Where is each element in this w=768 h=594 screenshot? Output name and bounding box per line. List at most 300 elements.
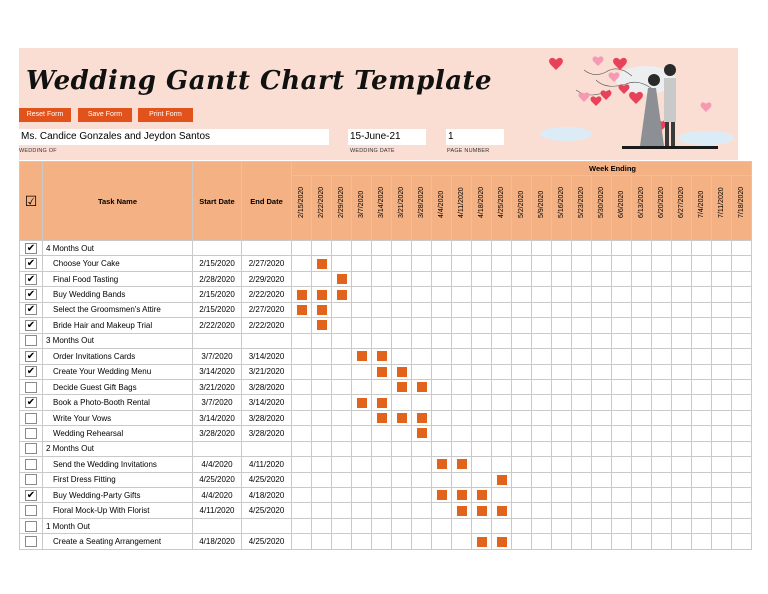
week-cell <box>292 256 312 271</box>
end-date-cell[interactable]: 3/21/2020 <box>242 364 292 379</box>
week-cell <box>612 472 632 487</box>
reset-form-button[interactable]: Reset Form <box>19 108 71 122</box>
checkbox-checked[interactable]: ✔ <box>26 397 36 409</box>
week-cell <box>532 518 552 533</box>
week-cell <box>692 318 712 333</box>
week-cell <box>632 271 652 286</box>
week-cell <box>312 457 332 472</box>
start-date-cell[interactable]: 4/4/2020 <box>193 488 242 503</box>
checkbox-cell <box>20 349 43 364</box>
week-cell <box>672 379 692 394</box>
start-date-cell[interactable]: 3/7/2020 <box>193 395 242 410</box>
end-date-cell[interactable]: 2/27/2020 <box>242 302 292 317</box>
task-row <box>20 395 752 410</box>
task-row <box>20 503 752 518</box>
week-cell <box>392 241 412 256</box>
week-cell <box>492 379 512 394</box>
week-cell <box>712 318 732 333</box>
week-cell <box>352 441 372 456</box>
gantt-bar <box>457 490 467 500</box>
task-name-cell[interactable]: Final Food Tasting <box>43 271 193 286</box>
week-cell <box>432 379 452 394</box>
week-cell <box>692 488 712 503</box>
end-date-cell[interactable]: 2/27/2020 <box>242 256 292 271</box>
week-cell <box>432 364 452 379</box>
wedding-of-field[interactable]: Ms. Candice Gonzales and Jeydon Santos <box>19 129 329 145</box>
task-name-cell[interactable]: Choose Your Cake <box>43 256 193 271</box>
task-name-cell[interactable]: 3 Months Out <box>43 333 193 348</box>
week-cell <box>332 410 352 425</box>
gantt-bar <box>297 305 307 315</box>
week-cell <box>572 503 592 518</box>
week-cell <box>432 441 452 456</box>
task-name-cell[interactable]: 2 Months Out <box>43 441 193 456</box>
week-cell <box>392 333 412 348</box>
week-cell <box>652 302 672 317</box>
end-date-cell[interactable]: 3/14/2020 <box>242 395 292 410</box>
week-cell <box>592 379 612 394</box>
checkbox-unchecked[interactable] <box>25 459 37 470</box>
week-cell <box>492 426 512 441</box>
checkbox-unchecked[interactable] <box>25 413 37 424</box>
start-date-cell[interactable]: 3/7/2020 <box>193 349 242 364</box>
week-cell <box>432 271 452 286</box>
week-date-label: 3/7/2020 <box>358 190 365 218</box>
week-cell <box>612 488 632 503</box>
end-date-cell[interactable] <box>242 333 292 348</box>
week-cell <box>532 534 552 549</box>
task-name-cell[interactable]: Book a Photo-Booth Rental <box>43 395 193 410</box>
week-cell <box>452 241 472 256</box>
week-cell <box>512 256 532 271</box>
task-name-cell[interactable]: Order Invitations Cards <box>43 349 193 364</box>
start-date-cell[interactable]: 2/15/2020 <box>193 302 242 317</box>
week-cell <box>692 503 712 518</box>
week-cell <box>452 518 472 533</box>
week-cell <box>732 364 752 379</box>
task-name-cell[interactable]: Floral Mock-Up With Florist <box>43 503 193 518</box>
end-date-cell[interactable]: 4/11/2020 <box>242 457 292 472</box>
week-cell <box>652 426 672 441</box>
checkbox-checked[interactable]: ✔ <box>26 242 36 254</box>
week-cell <box>332 349 352 364</box>
week-cell <box>512 534 532 549</box>
end-date-header: End Date <box>242 162 292 241</box>
week-cell <box>452 379 472 394</box>
start-date-cell[interactable]: 3/28/2020 <box>193 426 242 441</box>
checkbox-unchecked[interactable] <box>25 443 37 454</box>
week-cell <box>392 410 412 425</box>
start-date-cell[interactable]: 4/11/2020 <box>193 503 242 518</box>
week-cell <box>392 302 412 317</box>
week-cell <box>732 410 752 425</box>
week-date-header <box>392 176 412 241</box>
checkbox-cell <box>20 472 43 487</box>
week-cell <box>492 364 512 379</box>
week-cell <box>512 488 532 503</box>
week-cell <box>492 318 512 333</box>
print-form-button[interactable]: Print Form <box>138 108 193 122</box>
week-cell <box>672 488 692 503</box>
week-cell <box>432 410 452 425</box>
week-cell <box>532 287 552 302</box>
week-cell <box>632 302 652 317</box>
gantt-bar <box>317 259 327 269</box>
start-date-cell[interactable] <box>193 518 242 533</box>
week-cell <box>692 410 712 425</box>
week-cell <box>452 302 472 317</box>
week-cell <box>652 457 672 472</box>
checkbox-unchecked[interactable] <box>25 382 37 393</box>
task-name-cell[interactable]: Bride Hair and Makeup Trial <box>43 318 193 333</box>
start-date-cell[interactable]: 2/28/2020 <box>193 271 242 286</box>
week-cell <box>392 349 412 364</box>
week-cell <box>712 256 732 271</box>
week-cell <box>572 395 592 410</box>
week-cell <box>412 441 432 456</box>
week-cell <box>412 472 432 487</box>
week-cell <box>332 318 352 333</box>
wedding-date-field[interactable]: 15-June-21 <box>348 129 426 145</box>
week-cell <box>512 395 532 410</box>
task-name-cell[interactable]: Decide Guest Gift Bags <box>43 379 193 394</box>
week-cell <box>352 488 372 503</box>
task-name-cell[interactable]: 4 Months Out <box>43 241 193 256</box>
week-cell <box>352 395 372 410</box>
week-cell <box>672 410 692 425</box>
task-name-cell[interactable]: First Dress Fitting <box>43 472 193 487</box>
week-cell <box>392 379 412 394</box>
week-cell <box>632 256 652 271</box>
checkbox-checked[interactable]: ✔ <box>26 258 36 270</box>
checkbox-unchecked[interactable] <box>25 335 37 346</box>
task-name-cell[interactable]: Write Your Vows <box>43 410 193 425</box>
week-cell <box>332 472 352 487</box>
week-cell <box>412 457 432 472</box>
gantt-bar <box>477 490 487 500</box>
end-date-cell[interactable]: 4/25/2020 <box>242 472 292 487</box>
start-date-cell[interactable] <box>193 333 242 348</box>
week-cell <box>332 271 352 286</box>
start-date-cell[interactable]: 2/15/2020 <box>193 256 242 271</box>
week-cell <box>672 364 692 379</box>
page-title: Wedding Gantt Chart Template <box>26 66 493 96</box>
week-date-header <box>352 176 372 241</box>
task-name-cell[interactable]: Create Your Wedding Menu <box>43 364 193 379</box>
week-cell <box>392 488 412 503</box>
week-cell <box>512 441 532 456</box>
checkbox-unchecked[interactable] <box>25 505 37 516</box>
end-date-cell[interactable]: 3/28/2020 <box>242 426 292 441</box>
task-row <box>20 457 752 472</box>
week-cell <box>592 503 612 518</box>
week-cell <box>652 472 672 487</box>
start-date-cell[interactable]: 4/25/2020 <box>193 472 242 487</box>
week-cell <box>312 318 332 333</box>
start-date-cell[interactable]: 2/22/2020 <box>193 318 242 333</box>
week-cell <box>472 441 492 456</box>
week-cell <box>312 241 332 256</box>
week-cell <box>292 395 312 410</box>
week-cell <box>552 287 572 302</box>
start-date-cell[interactable] <box>193 441 242 456</box>
checkbox-unchecked[interactable] <box>25 474 37 485</box>
checkbox-checked[interactable]: ✔ <box>26 289 36 301</box>
task-name-cell[interactable]: Send the Wedding Invitations <box>43 457 193 472</box>
week-cell <box>452 333 472 348</box>
week-cell <box>512 379 532 394</box>
week-cell <box>512 503 532 518</box>
week-cell <box>652 503 672 518</box>
week-cell <box>412 534 432 549</box>
week-cell <box>392 318 412 333</box>
gantt-bar <box>397 413 407 423</box>
task-name-cell[interactable]: Wedding Rehearsal <box>43 426 193 441</box>
task-row <box>20 379 752 394</box>
gantt-bar <box>357 351 367 361</box>
end-date-cell[interactable]: 2/22/2020 <box>242 287 292 302</box>
week-cell <box>372 379 392 394</box>
week-cell <box>292 241 312 256</box>
week-cell <box>672 503 692 518</box>
group-row <box>20 518 752 533</box>
week-cell <box>592 302 612 317</box>
week-cell <box>332 441 352 456</box>
week-cell <box>612 287 632 302</box>
week-cell <box>632 379 652 394</box>
checkbox-checked[interactable]: ✔ <box>26 350 36 362</box>
week-cell <box>732 379 752 394</box>
week-date-header <box>432 176 452 241</box>
task-name-cell[interactable]: Buy Wedding-Party Gifts <box>43 488 193 503</box>
week-date-header <box>592 176 612 241</box>
week-date-header <box>712 176 732 241</box>
week-cell <box>512 349 532 364</box>
week-cell <box>312 410 332 425</box>
end-date-cell[interactable]: 4/18/2020 <box>242 488 292 503</box>
week-cell <box>592 271 612 286</box>
week-cell <box>672 271 692 286</box>
checkbox-cell <box>20 457 43 472</box>
task-name-cell[interactable]: Create a Seating Arrangement <box>43 534 193 549</box>
week-cell <box>292 472 312 487</box>
week-cell <box>412 426 432 441</box>
task-name-cell[interactable]: 1 Month Out <box>43 518 193 533</box>
week-cell <box>452 349 472 364</box>
week-cell <box>652 349 672 364</box>
week-cell <box>432 287 452 302</box>
gantt-bar <box>377 413 387 423</box>
task-row <box>20 426 752 441</box>
start-date-cell[interactable]: 3/14/2020 <box>193 410 242 425</box>
week-cell <box>312 518 332 533</box>
checkbox-cell <box>20 410 43 425</box>
week-cell <box>632 364 652 379</box>
week-cell <box>392 395 412 410</box>
week-cell <box>572 256 592 271</box>
week-cell <box>512 457 532 472</box>
week-date-header <box>372 176 392 241</box>
week-date-header <box>732 176 752 241</box>
week-cell <box>552 410 572 425</box>
week-cell <box>372 395 392 410</box>
end-date-cell[interactable]: 2/29/2020 <box>242 271 292 286</box>
week-cell <box>312 441 332 456</box>
week-cell <box>732 318 752 333</box>
checkbox-checked[interactable]: ✔ <box>26 304 36 316</box>
week-cell <box>492 503 512 518</box>
week-cell <box>392 472 412 487</box>
week-cell <box>472 287 492 302</box>
week-cell <box>512 518 532 533</box>
week-cell <box>292 503 312 518</box>
week-cell <box>472 302 492 317</box>
start-date-cell[interactable]: 3/21/2020 <box>193 379 242 394</box>
week-cell <box>472 472 492 487</box>
end-date-cell[interactable] <box>242 241 292 256</box>
week-cell <box>652 364 672 379</box>
week-cell <box>692 441 712 456</box>
end-date-cell[interactable]: 4/25/2020 <box>242 534 292 549</box>
week-cell <box>572 488 592 503</box>
task-row <box>20 302 752 317</box>
week-cell <box>512 333 532 348</box>
week-cell <box>692 457 712 472</box>
gantt-bar <box>377 398 387 408</box>
save-form-button[interactable]: Save Form <box>78 108 132 122</box>
week-cell <box>612 302 632 317</box>
week-cell <box>652 379 672 394</box>
week-date-header <box>632 176 652 241</box>
week-cell <box>512 271 532 286</box>
start-date-cell[interactable] <box>193 241 242 256</box>
week-cell <box>372 349 392 364</box>
task-name-cell[interactable]: Select the Groomsmen's Attire <box>43 302 193 317</box>
week-cell <box>292 518 312 533</box>
week-cell <box>612 256 632 271</box>
week-cell <box>292 457 312 472</box>
week-cell <box>372 364 392 379</box>
week-cell <box>692 302 712 317</box>
week-cell <box>652 534 672 549</box>
week-cell <box>512 472 532 487</box>
week-date-header <box>692 176 712 241</box>
week-date-header <box>292 176 312 241</box>
week-cell <box>412 488 432 503</box>
week-cell <box>552 395 572 410</box>
gantt-table <box>19 161 752 550</box>
task-row <box>20 488 752 503</box>
gantt-bar <box>437 490 447 500</box>
week-cell <box>592 441 612 456</box>
task-row <box>20 534 752 549</box>
week-date-label: 3/21/2020 <box>398 186 405 218</box>
week-cell <box>452 472 472 487</box>
week-cell <box>372 410 392 425</box>
end-date-cell[interactable] <box>242 441 292 456</box>
checkbox-checked[interactable]: ✔ <box>26 366 36 378</box>
start-date-cell[interactable]: 4/18/2020 <box>193 534 242 549</box>
gantt-bar <box>457 459 467 469</box>
end-date-cell[interactable]: 3/28/2020 <box>242 410 292 425</box>
week-cell <box>692 534 712 549</box>
week-cell <box>712 349 732 364</box>
week-cell <box>312 503 332 518</box>
end-date-cell[interactable] <box>242 518 292 533</box>
week-cell <box>352 410 372 425</box>
week-cell <box>572 379 592 394</box>
week-cell <box>632 426 652 441</box>
week-cell <box>432 395 452 410</box>
week-cell <box>372 333 392 348</box>
week-cell <box>512 241 532 256</box>
week-cell <box>352 364 372 379</box>
gantt-bar <box>417 382 427 392</box>
start-date-cell[interactable]: 2/15/2020 <box>193 287 242 302</box>
page-number-field[interactable]: 1 <box>446 129 504 145</box>
week-date-label: 3/28/2020 <box>418 186 425 218</box>
end-date-cell[interactable]: 3/28/2020 <box>242 379 292 394</box>
week-date-label: 7/4/2020 <box>698 190 705 218</box>
week-cell <box>592 395 612 410</box>
checkbox-cell <box>20 534 43 549</box>
week-cell <box>472 364 492 379</box>
checkbox-checked[interactable]: ✔ <box>26 319 36 331</box>
week-cell <box>632 318 652 333</box>
checkbox-checked[interactable]: ✔ <box>26 489 36 501</box>
checkbox-unchecked[interactable] <box>25 428 37 439</box>
week-cell <box>312 302 332 317</box>
week-cell <box>692 271 712 286</box>
week-cell <box>292 364 312 379</box>
start-date-cell[interactable]: 3/14/2020 <box>193 364 242 379</box>
checkbox-checked[interactable]: ✔ <box>26 273 36 285</box>
week-cell <box>292 410 312 425</box>
task-name-cell[interactable]: Buy Wedding Bands <box>43 287 193 302</box>
week-cell <box>732 441 752 456</box>
week-cell <box>472 318 492 333</box>
week-cell <box>612 534 632 549</box>
end-date-cell[interactable]: 3/14/2020 <box>242 349 292 364</box>
gantt-bar <box>417 428 427 438</box>
week-cell <box>432 426 452 441</box>
week-cell <box>712 333 732 348</box>
week-cell <box>432 488 452 503</box>
checkbox-unchecked[interactable] <box>25 536 37 547</box>
checkbox-unchecked[interactable] <box>25 521 37 532</box>
week-cell <box>652 256 672 271</box>
week-cell <box>712 503 732 518</box>
week-cell <box>672 472 692 487</box>
week-cell <box>472 395 492 410</box>
week-date-header <box>512 176 532 241</box>
week-cell <box>492 256 512 271</box>
task-row <box>20 256 752 271</box>
week-cell <box>672 241 692 256</box>
start-date-cell[interactable]: 4/4/2020 <box>193 457 242 472</box>
week-cell <box>412 287 432 302</box>
week-cell <box>692 333 712 348</box>
week-cell <box>552 256 572 271</box>
week-cell <box>512 410 532 425</box>
end-date-cell[interactable]: 4/25/2020 <box>242 503 292 518</box>
week-cell <box>352 349 372 364</box>
week-cell <box>572 271 592 286</box>
week-cell <box>292 488 312 503</box>
gantt-bar <box>337 274 347 284</box>
end-date-cell[interactable]: 2/22/2020 <box>242 318 292 333</box>
week-date-label: 3/14/2020 <box>378 186 385 218</box>
